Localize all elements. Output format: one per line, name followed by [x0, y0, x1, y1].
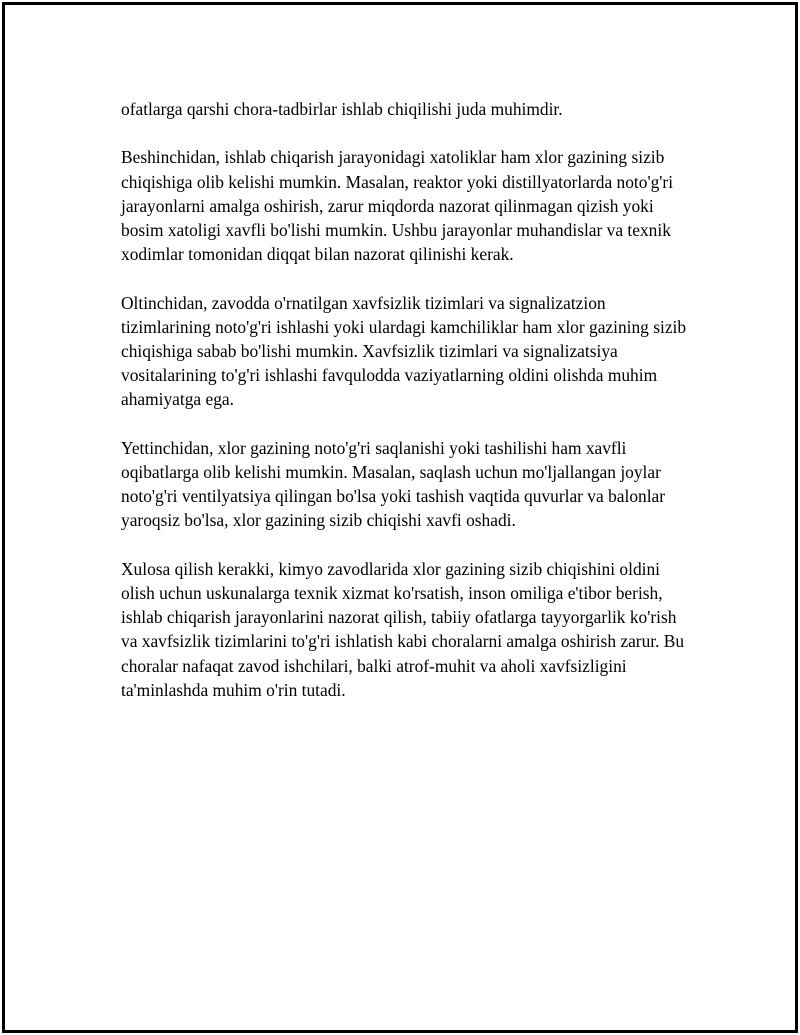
document-body — [121, 97, 691, 726]
page-frame — [2, 2, 798, 1033]
paragraph-sixth-point: Oltinchidan, zavodda o'rnatilgan xavfsizlik tizimlari va signalizatzion tizimlarining noto'g'ri ishlashi yoki ulardagi kamchiliklar ham xlor gazining sizib chiqishiga sabab bo'lishi mumkin. Xavfsizlik tizimlari va signalizatsiya vositalarining to'g'ri ishlashi favqulodda vaziyatlarning oldini olishda muhim ahamiyatga ega. — [121, 292, 687, 410]
paragraph-continuation: ofatlarga qarshi chora-tadbirlar ishlab chiqilishi juda muhimdir. — [121, 99, 563, 119]
paragraph-seventh-point: Yettinchidan, xlor gazining noto'g'ri saqlanishi yoki tashilishi ham xavfli oqibatlarga olib kelishi mumkin. Masalan, saqlash uchun mo'ljallangan joylar noto'g'ri ventilyatsiya qilingan bo'lsa yoki tashish vaqtida quvurlar va balonlar yaroqsiz bo'lsa, xlor gazining sizib chiqishi xavfi oshadi. — [121, 437, 666, 531]
paragraph-conclusion: Xulosa qilish kerakki, kimyo zavodlarida xlor gazining sizib chiqishini oldini olish uchun uskunalarga texnik xizmat ko'rsatish, inson omiliga e'tibor berish, ishlab chiqarish jarayonlarini nazorat qilish, tabiiy ofatlarga tayyorgarlik ko'rish va xavfsizlik tizimlarini to'g'ri ishlatish kabi choralarni amalga oshirish zarur. Bu choralar nafaqat zavod ishchilari, balki atrof-muhit va aholi xavfsizligini ta'minlashda muhim o'rin tutadi. — [121, 558, 685, 700]
paragraph-fifth-point: Beshinchidan, ishlab chiqarish jarayonidagi xatoliklar ham xlor gazining sizib chiqishiga olib kelishi mumkin. Masalan, reaktor yoki distillyatorlarda noto'g'ri jarayonlarni amalga oshirish, zarur miqdorda nazorat qilinmagan qizish yoki bosim xatoligi xavfli bo'lishi mumkin. Ushbu jarayonlar muhandislar va texnik xodimlar tomonidan diqqat bilan nazorat qilinishi kerak. — [121, 147, 674, 265]
